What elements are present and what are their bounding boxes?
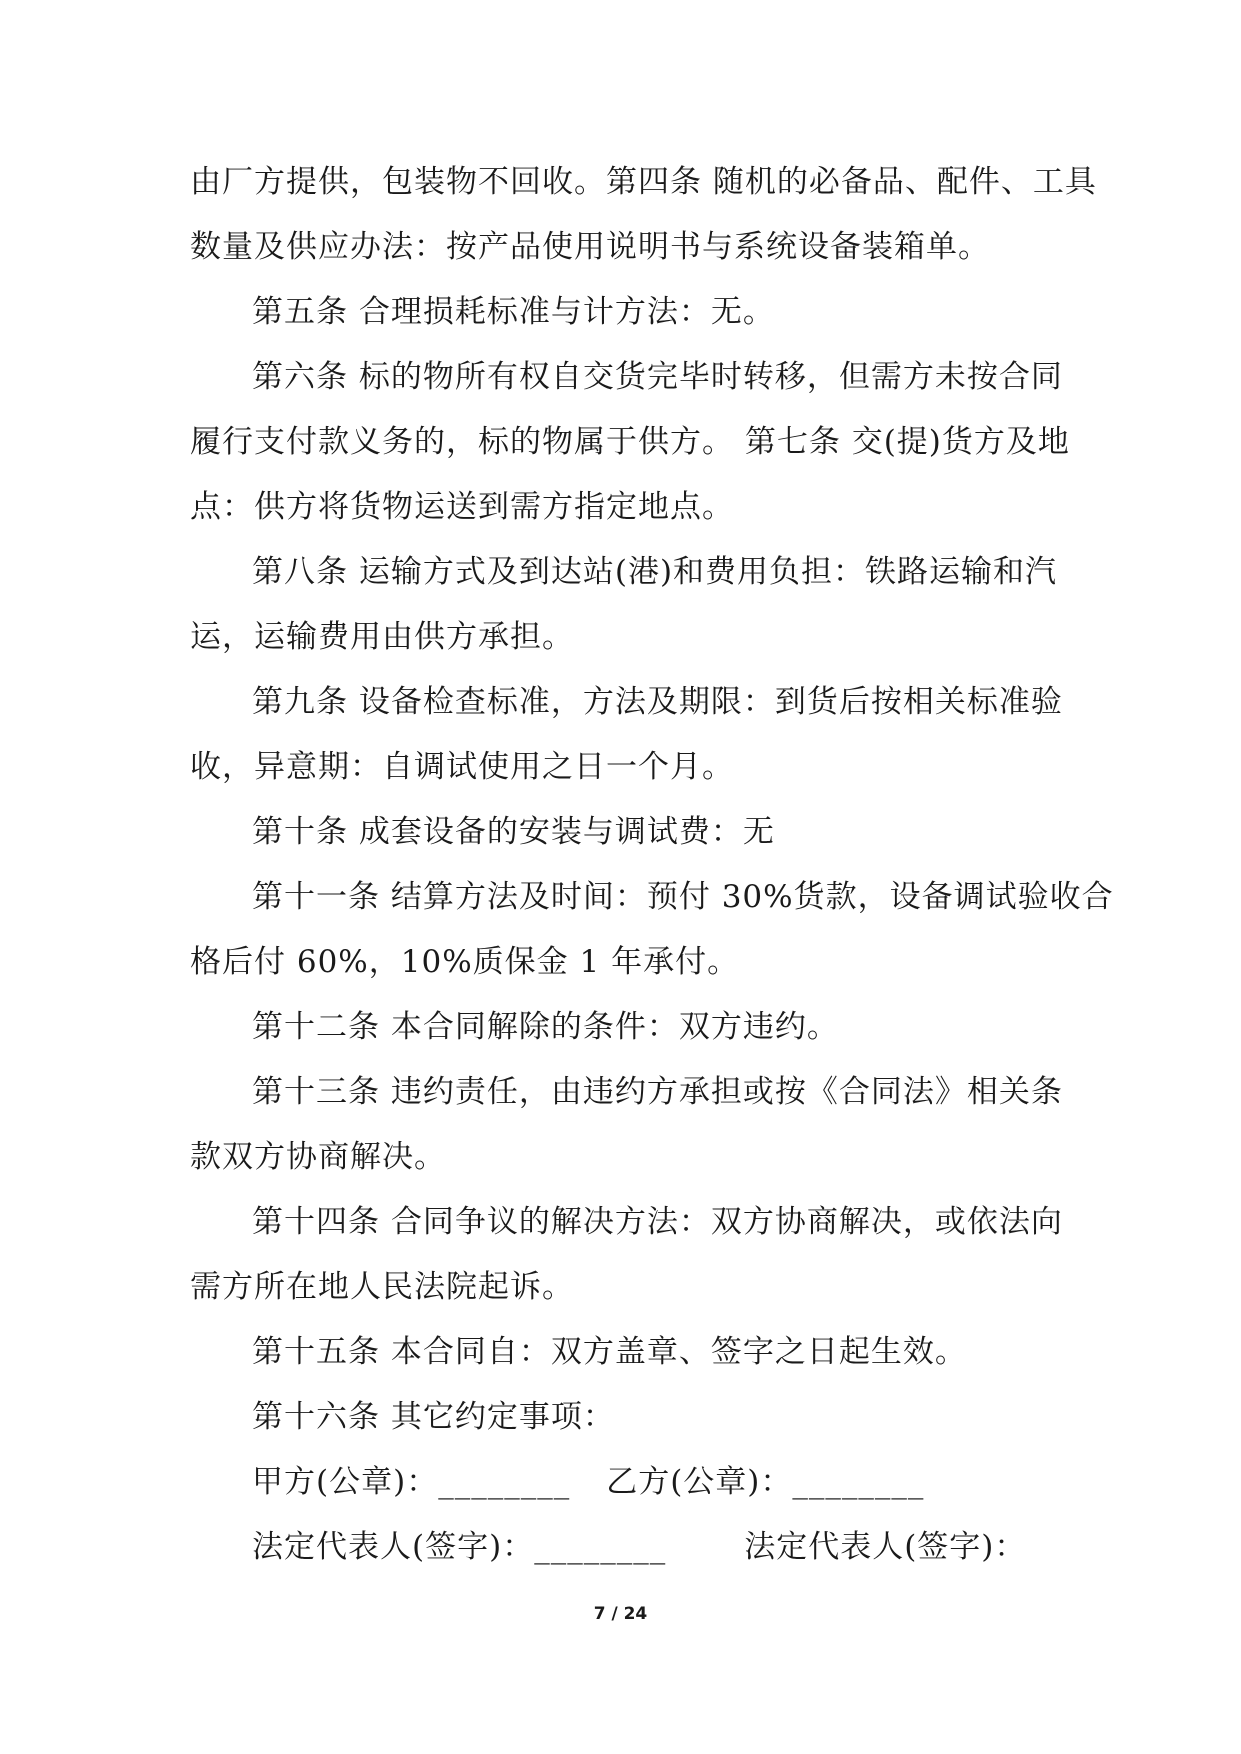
text-line: 款双方协商解决。 <box>190 1139 446 1175</box>
party-b-representative: 法定代表人(签字)： <box>744 1529 1027 1565</box>
party-a-seal: 甲方(公章)：________ <box>252 1464 571 1500</box>
text-line: 第十四条 合同争议的解决方法：双方协商解决，或依法向 <box>252 1204 1063 1240</box>
text-line: 第六条 标的物所有权自交货完毕时转移，但需方未按合同 <box>252 359 1063 395</box>
party-a-representative: 法定代表人(签字)：________ <box>252 1529 667 1565</box>
text-line: 数量及供应办法：按产品使用说明书与系统设备装箱单。 <box>190 229 990 265</box>
text-line: 第十条 成套设备的安装与调试费：无 <box>252 814 775 850</box>
text-line: 第八条 运输方式及到达站(港)和费用负担：铁路运输和汽 <box>252 554 1058 590</box>
party-b-seal: 乙方(公章)：________ <box>606 1464 925 1500</box>
document-body <box>190 150 1114 1580</box>
page-number: 7 / 24 <box>593 1604 648 1624</box>
text-line: 第九条 设备检查标准，方法及期限：到货后按相关标准验 <box>252 684 1063 720</box>
text-line: 履行支付款义务的，标的物属于供方。 第七条 交(提)货方及地 <box>190 424 1070 460</box>
text-line: 点：供方将货物运送到需方指定地点。 <box>190 489 734 525</box>
text-line: 收，异意期：自调试使用之日一个月。 <box>190 749 734 785</box>
text-line: 由厂方提供，包装物不回收。第四条 随机的必备品、配件、工具 <box>190 164 1097 200</box>
text-line: 格后付 60%，10%质保金 1 年承付。 <box>190 944 740 980</box>
text-line: 第十五条 本合同自：双方盖章、签字之日起生效。 <box>252 1334 967 1370</box>
text-line: 第十三条 违约责任，由违约方承担或按《合同法》相关条 <box>252 1074 1063 1110</box>
text-line: 第十二条 本合同解除的条件：双方违约。 <box>252 1009 839 1045</box>
text-line: 需方所在地人民法院起诉。 <box>190 1269 574 1305</box>
text-line: 第五条 合理损耗标准与计方法：无。 <box>252 294 775 330</box>
representative-row <box>190 1515 1050 1580</box>
paragraph-lines <box>190 150 1114 1450</box>
text-line: 运，运输费用由供方承担。 <box>190 619 574 655</box>
text-line: 第十一条 结算方法及时间：预付 30%货款，设备调试验收合 <box>252 879 1114 915</box>
text-line: 第十六条 其它约定事项： <box>252 1399 615 1435</box>
seal-row <box>190 1450 1050 1515</box>
